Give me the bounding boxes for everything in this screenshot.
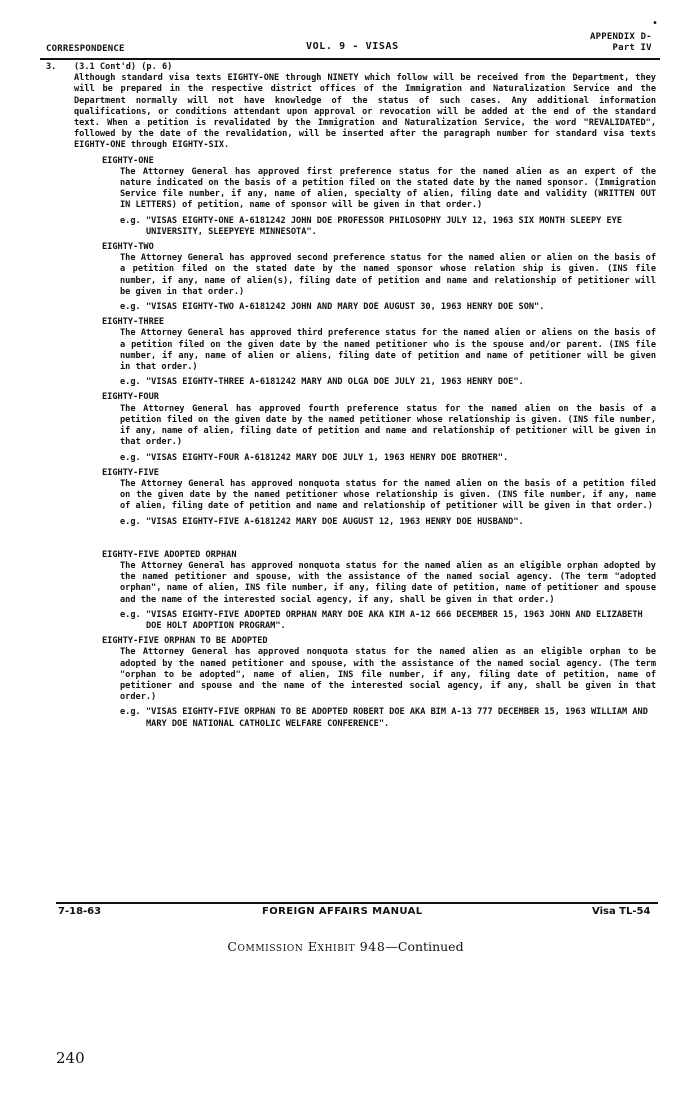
footer-date: 7-18-63 bbox=[58, 906, 102, 917]
entry-body: The Attorney General has approved nonquota status for the named alien as an eligible orphan adopted by the named petitioner and spouse, with the assistance of the named social agency. (The term "adopted orphan", name of alien, INS file number, if any, filing date of petition, name of petitioner and spouse and the name of the interested social agency, if any, shall be given in that order.) bbox=[120, 560, 656, 605]
entry-body: The Attorney General has approved third preference status for the named alien or aliens on the basis of a petition filed on the given date by the named petitioner who is the spouse and/or parent. (INS file number, if any, name of alien or aliens, filing date of petition and name of petitioner will be given in that order.) bbox=[120, 328, 656, 373]
entry-heading: EIGHTY-THREE bbox=[102, 317, 165, 328]
example-text: "VISAS EIGHTY-FIVE ORPHAN TO BE ADOPTED ROBERT DOE AKA BIM A-13 777 DECEMBER 15, 1963 WILLIAM AND MARY DOE NATIONAL CATHOLIC WELFARE CONFERENCE". bbox=[146, 707, 648, 729]
entry-heading: EIGHTY-FIVE bbox=[102, 467, 159, 478]
section-intro: Although standard visa texts EIGHTY-ONE through NINETY which follow will be received from the Department, they will be prepared in the respective district offices of the Immigration and Naturalization Service and the Department normally will not have knowledge of the status of such cases. Any additional information qualifications, or conditions attendant upon approval or revocation will be added at the end of the standard text. When a petition is revalidated by the Immigration and Naturalization Service, the word "REVALIDATED", followed by the date of the revalidation, will be inserted after the paragraph number for standard visa texts EIGHTY-ONE through EIGHTY-SIX. bbox=[74, 73, 656, 151]
exhibit-suffix: —Continued bbox=[385, 939, 464, 954]
entry-eighty-three bbox=[46, 317, 656, 388]
entry-eighty-five-adopted-orphan bbox=[46, 550, 656, 632]
header-left: CORRESPONDENCE bbox=[46, 44, 125, 54]
document-body bbox=[46, 62, 656, 730]
entry-eighty-five bbox=[46, 468, 656, 528]
header-rule bbox=[40, 58, 660, 60]
footer-title: FOREIGN AFFAIRS MANUAL bbox=[262, 906, 423, 917]
header-right bbox=[590, 32, 652, 54]
footer-rule bbox=[56, 902, 658, 904]
entry-heading: EIGHTY-FIVE ADOPTED ORPHAN bbox=[102, 549, 237, 560]
example-tag: e.g. bbox=[120, 707, 141, 718]
example-text: "VISAS EIGHTY-FIVE A-6181242 MARY DOE AUGUST 12, 1963 HENRY DOE HUSBAND". bbox=[146, 516, 524, 527]
example-text: "VISAS EIGHTY-FOUR A-6181242 MARY DOE JULY 1, 1963 HENRY DOE BROTHER". bbox=[146, 452, 509, 463]
example-text: "VISAS EIGHTY-THREE A-6181242 MARY AND OLGA DOE JULY 21, 1963 HENRY DOE". bbox=[146, 377, 524, 388]
entry-example bbox=[46, 453, 656, 464]
spacer bbox=[46, 528, 656, 546]
example-tag: e.g. bbox=[120, 377, 141, 388]
example-text: "VISAS EIGHTY-FIVE ADOPTED ORPHAN MARY DOE AKA KIM A-12 666 DECEMBER 15, 1963 JOHN AND ELIZABETH DOE HOLT ADOPTION PROGRAM". bbox=[146, 609, 643, 631]
entry-example bbox=[46, 377, 656, 388]
section-heading bbox=[46, 62, 656, 73]
entry-body: The Attorney General has approved fourth preference status for the named alien on the basis of a petition filed on the given date by the named petitioner whose relationship is given. (INS file number, if any, name of alien, filing date of petition and name and relationship of petitioner will be given in that order.) bbox=[120, 403, 656, 448]
entry-eighty-five-orphan-to-be-adopted bbox=[46, 636, 656, 730]
entry-heading: EIGHTY-TWO bbox=[102, 242, 154, 253]
entry-eighty-one bbox=[46, 156, 656, 238]
header-right-line2: Part IV bbox=[612, 43, 652, 53]
entry-heading: EIGHTY-FOUR bbox=[102, 392, 159, 403]
section-reference: (3.1 Cont'd) (p. 6) bbox=[74, 62, 173, 72]
example-tag: e.g. bbox=[120, 516, 141, 527]
section-number: 3. bbox=[46, 62, 57, 72]
entry-heading: EIGHTY-FIVE ORPHAN TO BE ADOPTED bbox=[102, 636, 268, 647]
entry-eighty-four bbox=[46, 392, 656, 463]
example-tag: e.g. bbox=[120, 452, 141, 463]
exhibit-label: Commission Exhibit 948 bbox=[227, 939, 386, 954]
header-right-line1: APPENDIX D- bbox=[590, 32, 652, 42]
entry-eighty-two bbox=[46, 242, 656, 313]
header-center: VOL. 9 - VISAS bbox=[306, 41, 399, 52]
entry-example bbox=[46, 216, 656, 238]
entry-example bbox=[46, 517, 656, 528]
entry-body: The Attorney General has approved second preference status for the named alien or alien on the basis of a petition filed on the stated date by the named sponsor whose relation ship is given. (INS file number, if any, name of alien(s), filing date of petition and name and relationship of petitioner will be given in that order.) bbox=[120, 253, 656, 297]
entry-example bbox=[46, 707, 656, 729]
exhibit-caption bbox=[0, 939, 691, 954]
entry-heading: EIGHTY-ONE bbox=[102, 155, 154, 166]
entry-body: The Attorney General has approved nonquota status for the named alien on the basis of a petition filed on the given date by the named petitioner whose relationship is given. (INS file number, if any, name of alien, filing date of petition and name and relationship of petitioner will be given in that order.) bbox=[120, 478, 656, 512]
example-tag: e.g. bbox=[120, 302, 141, 313]
example-tag: e.g. bbox=[120, 609, 141, 620]
entry-example bbox=[46, 302, 656, 313]
entry-body: The Attorney General has approved first preference status for the named alien as an expert of the nature indicated on the basis of a petition filed on the stated date by the named sponsor. (Immigration Service file number, if any, name of alien, specialty of alien, filing date and validity (WRITTEN OUT IN LETTERS) of petition, name of sponsor will be given in that order.) bbox=[120, 166, 656, 211]
entry-example bbox=[46, 610, 656, 632]
example-text: "VISAS EIGHTY-ONE A-6181242 JOHN DOE PROFESSOR PHILOSOPHY JULY 12, 1963 SIX MONTH SLEEPY EYE UNIVERSITY, SLEEPYEYE MINNESOTA". bbox=[146, 215, 622, 237]
entry-body: The Attorney General has approved nonquota status for the named alien as an eligible orphan to be adopted by the named petitioner and spouse, with the assistance of the named social agency. (The term "orphan to be adopted", name of alien, INS file number, if any, filing date of petition, name of petitioner and spouse and the name of the interested social agency, if any, shall be given in that order.) bbox=[120, 647, 656, 703]
footer-transmittal: Visa TL-54 bbox=[592, 906, 651, 917]
page-number: 240 bbox=[56, 1049, 85, 1067]
stray-mark: • bbox=[652, 18, 659, 29]
example-text: "VISAS EIGHTY-TWO A-6181242 JOHN AND MARY DOE AUGUST 30, 1963 HENRY DOE SON". bbox=[146, 302, 545, 313]
example-tag: e.g. bbox=[120, 215, 141, 226]
